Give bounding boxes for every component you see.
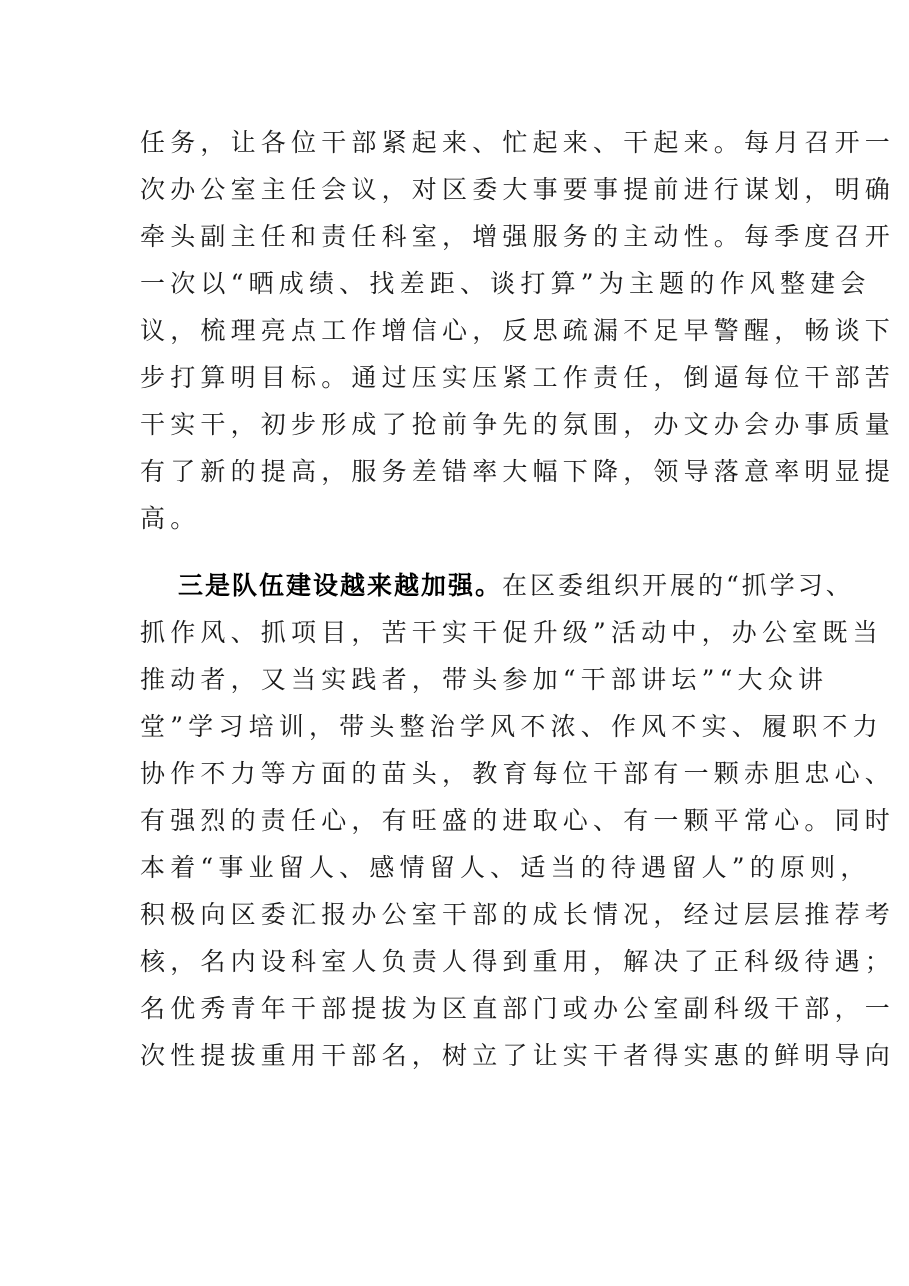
paragraph-line: 本着“事业留人、感情留人、适当的待遇留人”的原则， [140, 853, 871, 882]
paragraph-line: 高。 [140, 504, 201, 533]
paragraph-line: 堂”学习培训，带头整治学风不浓、作风不实、履职不力 [140, 712, 883, 741]
paragraph-line: 有了新的提高，服务差错率大幅下降，领导落意率明显提 [140, 457, 896, 486]
paragraph-line: 议，梳理亮点工作增信心，反思疏漏不足早警醒，畅谈下 [140, 316, 896, 345]
paragraph-line: 干实干，初步形成了抢前争先的氛围，办文办会办事质量 [140, 410, 896, 439]
paragraph-line: 协作不力等方面的苗头，教育每位干部有一颗赤胆忠心、 [140, 759, 896, 788]
paragraph-line: 抓作风、抓项目，苦干实干促升级”活动中，办公室既当 [140, 618, 883, 647]
paragraph-line: 次性提拔重用干部名，树立了让实干者得实惠的鲜明导向 [140, 1041, 896, 1070]
paragraph-line: 有强烈的责任心，有旺盛的进取心、有一颗平常心。同时 [140, 806, 896, 835]
paragraph-line: 一次以“晒成绩、找差距、谈打算”为主题的作风整建会 [140, 269, 871, 298]
paragraph-line: 积极向区委汇报办公室干部的成长情况，经过层层推荐考 [140, 900, 896, 929]
paragraph-line: 核，名内设科室人负责人得到重用，解决了正科级待遇； [140, 947, 896, 976]
paragraph-line: 名优秀青年干部提拔为区直部门或办公室副科级干部，一 [140, 994, 896, 1023]
paragraph-line-rest: 在区委组织开展的“抓学习、 [502, 571, 854, 600]
paragraph-line: 牵头副主任和责任科室，增强服务的主动性。每季度召开 [140, 222, 896, 251]
section-lead-heading: 三是队伍建设越来越加强。 [178, 571, 503, 600]
paragraph-line: 次办公室主任会议，对区委大事要事提前进行谋划，明确 [140, 175, 896, 204]
paragraph-line: 推动者，又当实践者，带头参加“干部讲坛”“大众讲 [140, 665, 829, 694]
paragraph-line: 任务，让各位干部紧起来、忙起来、干起来。每月召开一 [140, 128, 896, 157]
paragraph-line: 步打算明目标。通过压实压紧工作责任，倒逼每位干部苦 [140, 363, 896, 392]
paragraph-first-line [178, 566, 878, 606]
